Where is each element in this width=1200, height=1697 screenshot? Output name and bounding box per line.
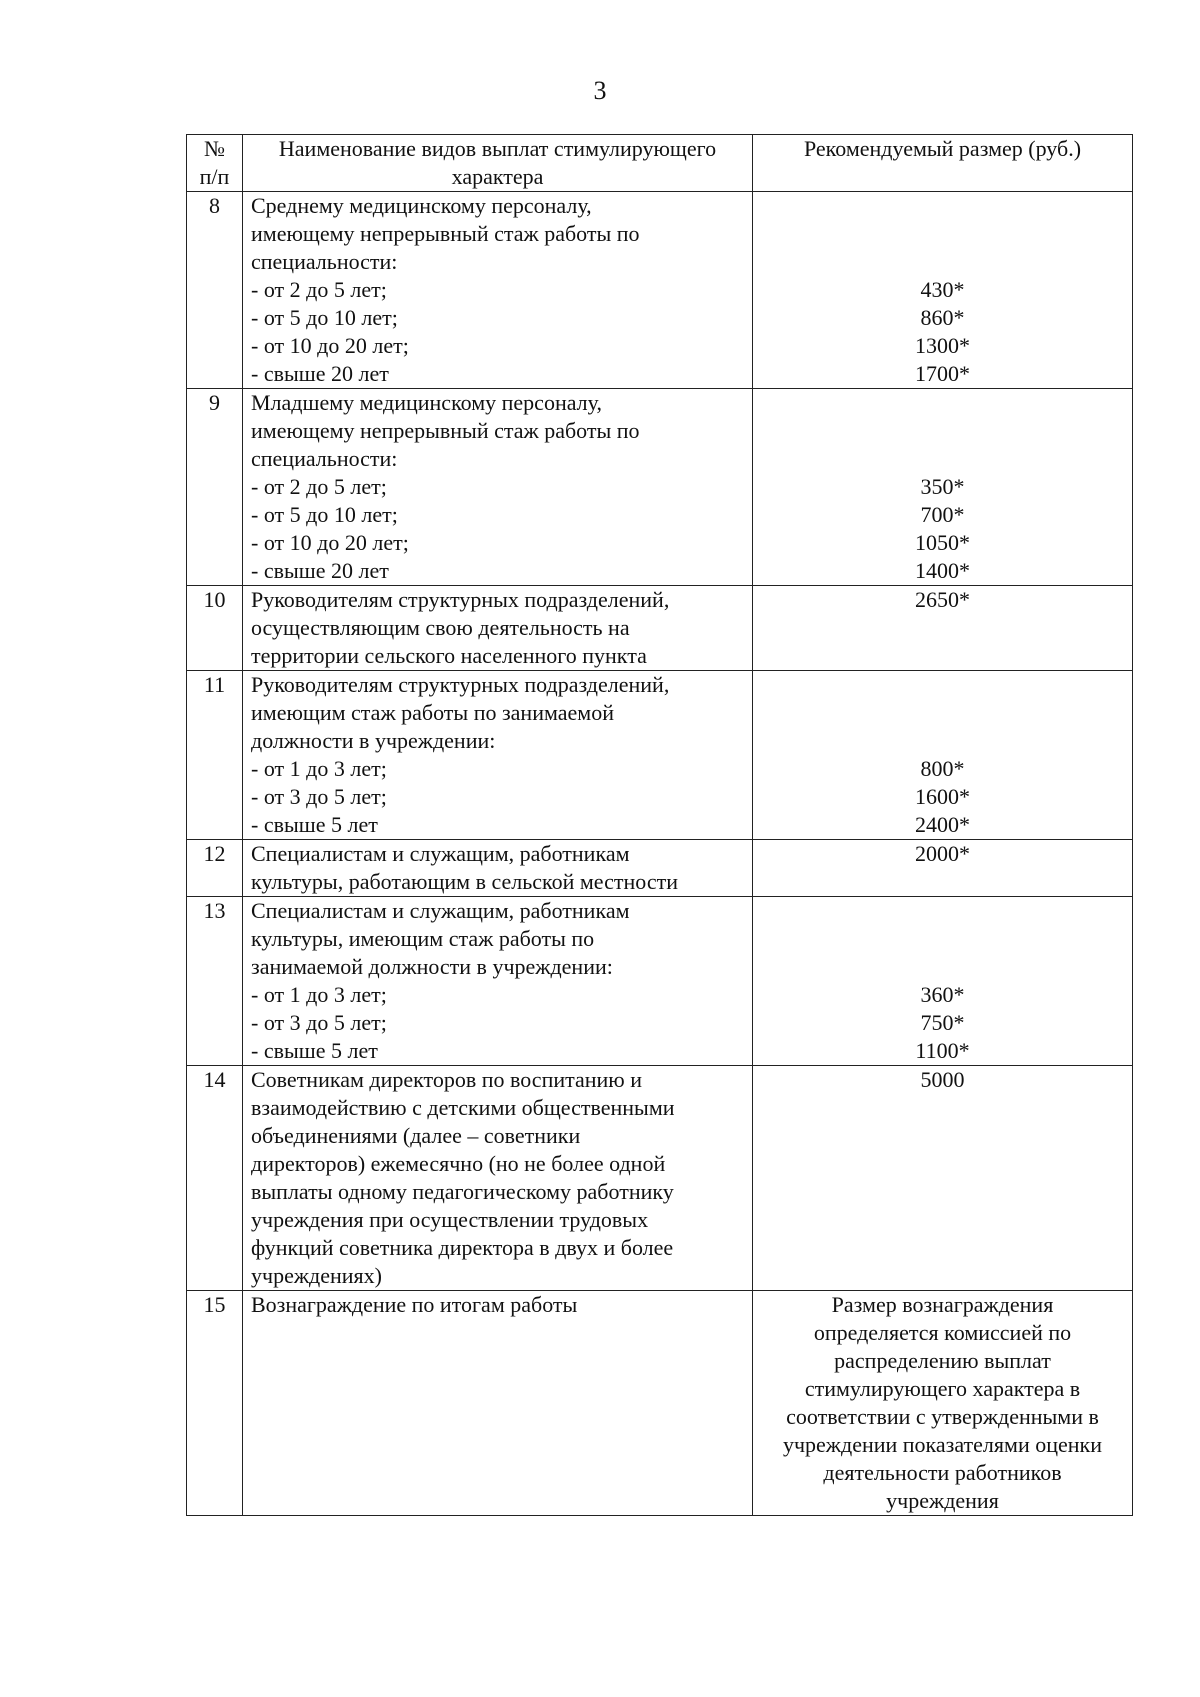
amount-value: 1300* — [915, 333, 970, 358]
payment-type — [243, 192, 753, 389]
amount-value: 2650* — [915, 587, 970, 612]
payment-type-line: территории сельского населенного пункта — [251, 643, 647, 668]
amount-spacer — [761, 220, 1124, 248]
header-number-line: № — [204, 136, 225, 161]
amount-spacer — [761, 389, 1124, 417]
amount-value: 360* — [920, 982, 965, 1007]
amount-value: 750* — [920, 1010, 965, 1035]
payment-type-line: взаимодействию с детскими общественными — [251, 1095, 675, 1120]
amount-value: 2400* — [915, 812, 970, 837]
amount-spacer — [761, 699, 1124, 727]
payment-type-line: - от 5 до 10 лет; — [251, 305, 398, 330]
payment-type-line: - от 3 до 5 лет; — [251, 1010, 387, 1035]
payment-type — [243, 897, 753, 1066]
payment-type — [243, 671, 753, 840]
payment-type — [243, 389, 753, 586]
payment-type-line: культуры, имеющим стаж работы по — [251, 926, 595, 951]
payment-type-line: - от 2 до 5 лет; — [251, 474, 387, 499]
header-payment-type-line: характера — [451, 164, 544, 189]
table-row — [187, 389, 1133, 586]
payment-type-line: объединениями (далее – советники — [251, 1123, 581, 1148]
amount-value: Размер вознаграждения — [831, 1292, 1054, 1317]
row-number: 12 — [187, 840, 243, 897]
payment-type-line: учреждения при осуществлении трудовых — [251, 1207, 649, 1232]
payment-type-line: - свыше 5 лет — [251, 1038, 378, 1063]
row-number: 14 — [187, 1066, 243, 1291]
payment-type-line: Специалистам и служащим, работникам — [251, 841, 630, 866]
page-number: 3 — [593, 76, 607, 105]
amount-value: стимулирующего характера в — [804, 1376, 1081, 1401]
amount-value: 430* — [920, 277, 965, 302]
payment-type-line: - от 3 до 5 лет; — [251, 784, 387, 809]
amount-value: соответствии с утвержденными в — [786, 1404, 1099, 1429]
payment-type-line: осуществляющим свою деятельность на — [251, 615, 630, 640]
amount-value: учреждении показателями оценки — [782, 1432, 1103, 1457]
amount-value: распределению выплат — [834, 1348, 1051, 1373]
payment-type-line: выплаты одному педагогическому работнику — [251, 1179, 674, 1204]
recommended-amount — [753, 1291, 1133, 1516]
payment-type-line: Советникам директоров по воспитанию и — [251, 1067, 643, 1092]
recommended-amount — [753, 389, 1133, 586]
payment-type-line: функций советника директора в двух и более — [251, 1235, 674, 1260]
payment-type-line: имеющему непрерывный стаж работы по — [251, 221, 640, 246]
payment-type-line: Руководителям структурных подразделений, — [251, 672, 670, 697]
header-payment-type — [243, 135, 753, 192]
payment-type-line: - свыше 20 лет — [251, 361, 389, 386]
payment-type-line: - от 5 до 10 лет; — [251, 502, 398, 527]
payment-type — [243, 1066, 753, 1291]
payment-type-line: - от 2 до 5 лет; — [251, 277, 387, 302]
payment-type-line: - от 10 до 20 лет; — [251, 333, 409, 358]
recommended-amount — [753, 192, 1133, 389]
table-row — [187, 897, 1133, 1066]
payment-type-line: имеющим стаж работы по занимаемой — [251, 700, 614, 725]
table-row — [187, 1291, 1133, 1516]
payment-type-line: должности в учреждении: — [251, 728, 496, 753]
payment-type-line: Специалистам и служащим, работникам — [251, 898, 630, 923]
payment-type-line: - от 1 до 3 лет; — [251, 756, 387, 781]
payment-type-line: Руководителям структурных подразделений, — [251, 587, 670, 612]
amount-value: 1600* — [915, 784, 970, 809]
table-body — [187, 192, 1133, 1516]
amount-value: 350* — [920, 474, 965, 499]
payment-type-line: - от 10 до 20 лет; — [251, 530, 409, 555]
table-row — [187, 192, 1133, 389]
payment-type-line: специальности: — [251, 446, 398, 471]
amount-spacer — [761, 445, 1124, 473]
payments-table — [186, 134, 1133, 1516]
header-payment-type-line: Наименование видов выплат стимулирующего — [278, 136, 717, 161]
amount-value: деятельности работников — [823, 1460, 1062, 1485]
amount-value: 1400* — [915, 558, 970, 583]
payment-type-line: учреждениях) — [251, 1263, 382, 1288]
payment-type-line: культуры, работающим в сельской местности — [251, 869, 678, 894]
payment-type-line: Младшему медицинскому персоналу, — [251, 390, 602, 415]
table-row — [187, 586, 1133, 671]
table-row — [187, 840, 1133, 897]
payment-type-line: Вознаграждение по итогам работы — [251, 1292, 578, 1317]
amount-spacer — [761, 727, 1124, 755]
recommended-amount — [753, 897, 1133, 1066]
row-number: 10 — [187, 586, 243, 671]
amount-value: 1050* — [915, 530, 970, 555]
amount-value: 1700* — [915, 361, 970, 386]
amount-value: определяется комиссией по — [813, 1320, 1072, 1345]
row-number: 11 — [187, 671, 243, 840]
amount-spacer — [761, 953, 1124, 981]
payment-type — [243, 1291, 753, 1516]
amount-value: 5000 — [920, 1067, 965, 1092]
row-number: 9 — [187, 389, 243, 586]
recommended-amount — [753, 671, 1133, 840]
payment-type-line: - свыше 5 лет — [251, 812, 378, 837]
payment-type-line: - от 1 до 3 лет; — [251, 982, 387, 1007]
row-number: 13 — [187, 897, 243, 1066]
header-amount: Рекомендуемый размер (руб.) — [753, 135, 1133, 192]
payment-type — [243, 840, 753, 897]
amount-spacer — [761, 671, 1124, 699]
payment-type — [243, 586, 753, 671]
amount-value: 860* — [920, 305, 965, 330]
payment-type-line: директоров) ежемесячно (но не более одной — [251, 1151, 666, 1176]
header-number-line: п/п — [199, 164, 230, 189]
payment-type-line: Среднему медицинскому персоналу, — [251, 193, 592, 218]
header-number — [187, 135, 243, 192]
payment-type-line: имеющему непрерывный стаж работы по — [251, 418, 640, 443]
payment-type-line: - свыше 20 лет — [251, 558, 389, 583]
amount-value: 2000* — [915, 841, 970, 866]
table-header-row — [187, 135, 1133, 192]
payment-type-line: специальности: — [251, 249, 398, 274]
payment-type-line: занимаемой должности в учреждении: — [251, 954, 613, 979]
table-row — [187, 671, 1133, 840]
amount-spacer — [761, 897, 1124, 925]
amount-value: 700* — [920, 502, 965, 527]
recommended-amount — [753, 1066, 1133, 1291]
amount-spacer — [761, 417, 1124, 445]
row-number: 8 — [187, 192, 243, 389]
recommended-amount — [753, 586, 1133, 671]
amount-spacer — [761, 248, 1124, 276]
amount-spacer — [761, 925, 1124, 953]
amount-value: 800* — [920, 756, 965, 781]
row-number: 15 — [187, 1291, 243, 1516]
recommended-amount — [753, 840, 1133, 897]
table-row — [187, 1066, 1133, 1291]
amount-spacer — [761, 192, 1124, 220]
amount-value: учреждения — [886, 1488, 999, 1513]
amount-value: 1100* — [915, 1038, 970, 1063]
